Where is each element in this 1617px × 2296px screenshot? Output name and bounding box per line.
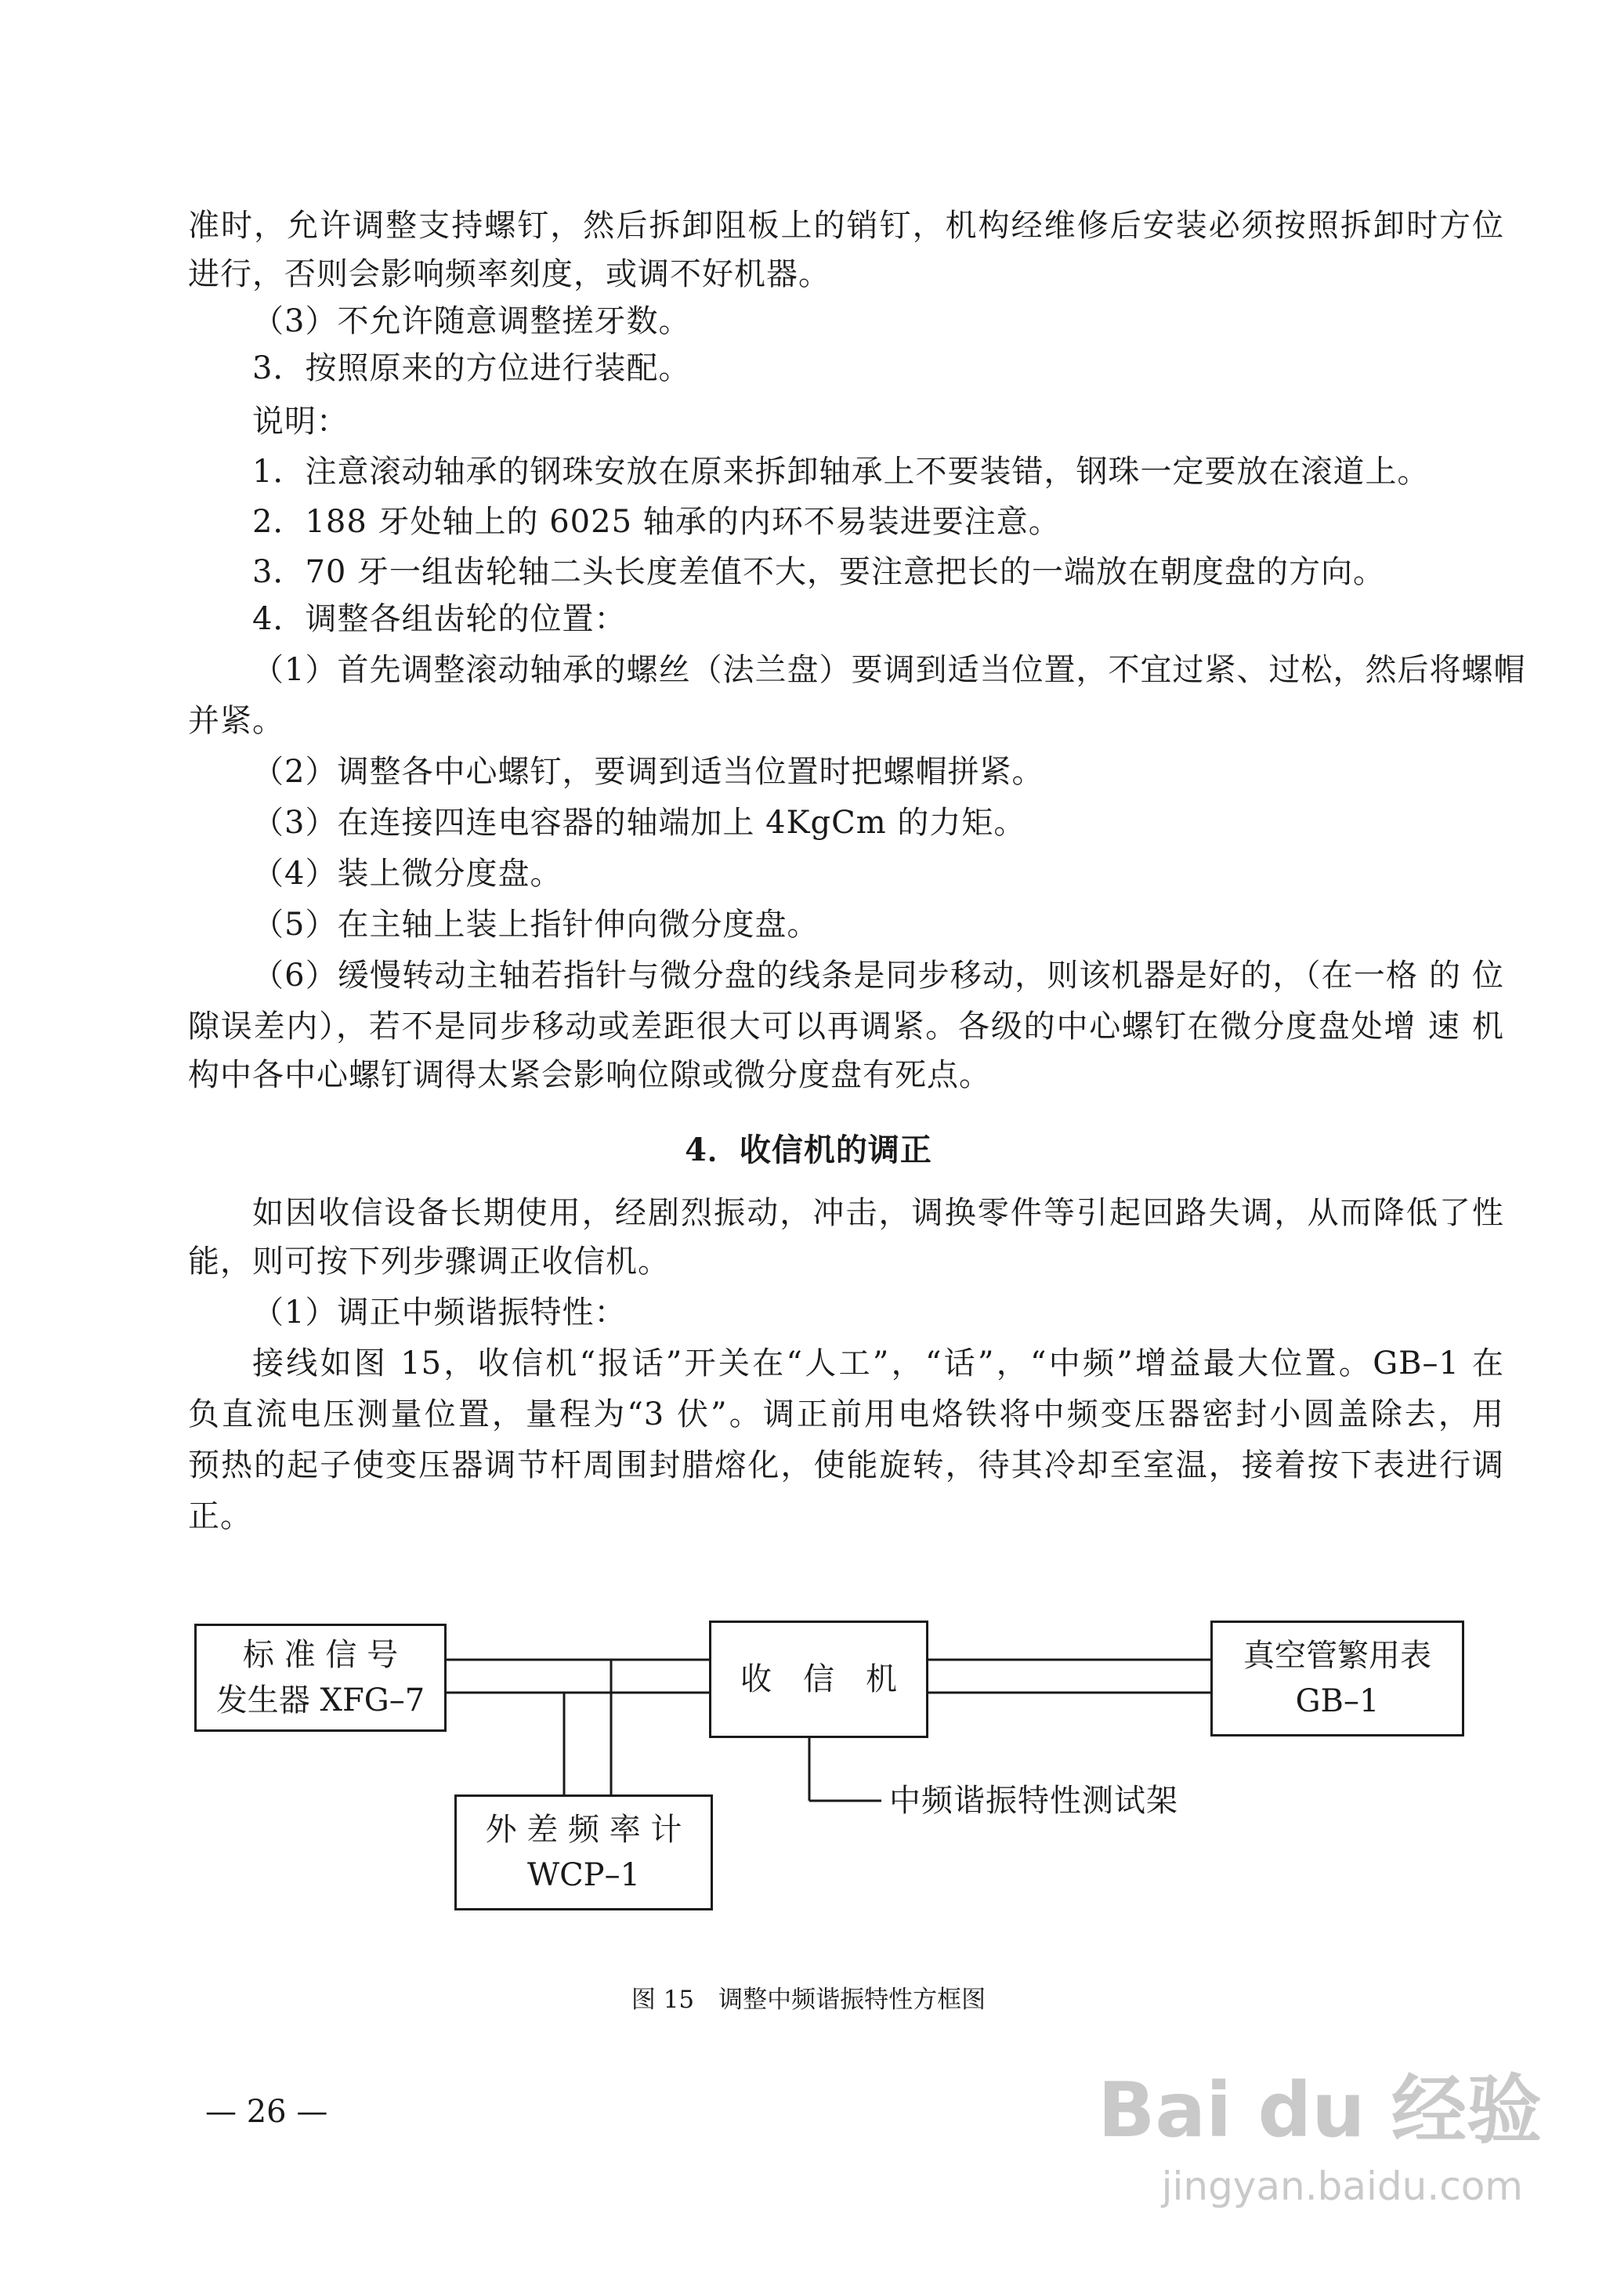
paragraph-line: 进行，否则会影响频率刻度，或调不好机器。 bbox=[188, 256, 830, 292]
box-label: 外 差 频 率 计 bbox=[485, 1812, 682, 1848]
box-label: 发生器 XFG–7 bbox=[215, 1682, 425, 1718]
freq-meter-box bbox=[454, 1794, 713, 1910]
box-label: 标 准 信 号 bbox=[242, 1637, 399, 1673]
box-label: GB–1 bbox=[1295, 1683, 1380, 1719]
paragraph-line: （4）装上微分度盘。 bbox=[252, 856, 563, 892]
paragraph-line: 准时，允许调整支持螺钉，然后拆卸阻板上的销钉，机构经维修后安装必须按照拆卸时方位 bbox=[188, 208, 1504, 244]
paragraph-line: （1）调正中频谐振特性： bbox=[252, 1295, 627, 1331]
paragraph-line: （6）缓慢转动主轴若指针与微分盘的线条是同步移动，则该机器是好的，（在一格 的 位 bbox=[252, 958, 1504, 994]
figure-caption: 图 15 调整中频谐振特性方框图 bbox=[631, 1986, 986, 2014]
page-number: — 26 — bbox=[205, 2094, 328, 2130]
baidu-watermark-logo: Bai du 经验 bbox=[1098, 2066, 1542, 2154]
test-frame-label: 中频谐振特性测试架 bbox=[889, 1783, 1178, 1819]
paragraph-line: 并紧。 bbox=[188, 703, 284, 739]
box-label: WCP–1 bbox=[526, 1857, 641, 1893]
paragraph-line: 构中各中心螺钉调得太紧会影响位隙或微分度盘有死点。 bbox=[188, 1057, 991, 1093]
paragraph-line: 3．按照原来的方位进行装配。 bbox=[252, 350, 691, 386]
box-label: 收 信 机 bbox=[740, 1661, 897, 1697]
paragraph-line: 负直流电压测量位置，量程为“3 伏”。调正前用电烙铁将中频变压器密封小圆盖除去，用 bbox=[188, 1396, 1504, 1432]
paragraph-line: 说明： bbox=[252, 404, 349, 440]
paragraph-line: 接线如图 15，收信机“报话”开关在“人工”，“话”，“中频”增益最大位置。GB–1 在 bbox=[252, 1345, 1504, 1382]
paragraph-line: 正。 bbox=[188, 1498, 252, 1534]
paragraph-line: （5）在主轴上装上指针伸向微分度盘。 bbox=[252, 907, 819, 943]
paragraph-line: 预热的起子使变压器调节杆周围封腊熔化，使能旋转，待其冷却至室温，接着按下表进行调 bbox=[188, 1447, 1504, 1483]
box-label: 真空管繁用表 bbox=[1243, 1638, 1431, 1674]
paragraph-line: （3）在连接四连电容器的轴端加上 4KgCm 的力矩。 bbox=[252, 805, 1026, 841]
paragraph-line: 隙误差内），若不是同步移动或差距很大可以再调紧。各级的中心螺钉在微分度盘处增 速 机 bbox=[188, 1009, 1504, 1045]
paragraph-line: （2）调整各中心螺钉，要调到适当位置时把螺帽拼紧。 bbox=[252, 754, 1044, 790]
paragraph-line: 1．注意滚动轴承的钢珠安放在原来拆卸轴承上不要装错，钢珠一定要放在滚道上。 bbox=[252, 454, 1430, 490]
paragraph-line: 4．调整各组齿轮的位置： bbox=[252, 601, 627, 637]
paragraph-line: （1）首先调整滚动轴承的螺丝（法兰盘）要调到适当位置，不宜过紧、过松，然后将螺帽 bbox=[252, 652, 1526, 688]
paragraph-line: 2．188 牙处轴上的 6025 轴承的内环不易装进要注意。 bbox=[252, 504, 1061, 540]
vtvm-box bbox=[1210, 1621, 1464, 1736]
paragraph-line: 能，则可按下列步骤调正收信机。 bbox=[188, 1244, 670, 1280]
receiver-box bbox=[709, 1621, 928, 1738]
section-heading: 4．收信机的调正 bbox=[685, 1132, 932, 1168]
signal-generator-box bbox=[194, 1624, 447, 1732]
paragraph-line: 如因收信设备长期使用，经剧烈振动，冲击，调换零件等引起回路失调，从而降低了性 bbox=[252, 1195, 1504, 1231]
baidu-watermark-url: jingyan.baidu.com bbox=[1161, 2164, 1523, 2209]
paragraph-line: （3）不允许随意调整搓牙数。 bbox=[252, 303, 691, 339]
paragraph-line: 3．70 牙一组齿轮轴二头长度差值不大，要注意把长的一端放在朝度盘的方向。 bbox=[252, 554, 1386, 590]
